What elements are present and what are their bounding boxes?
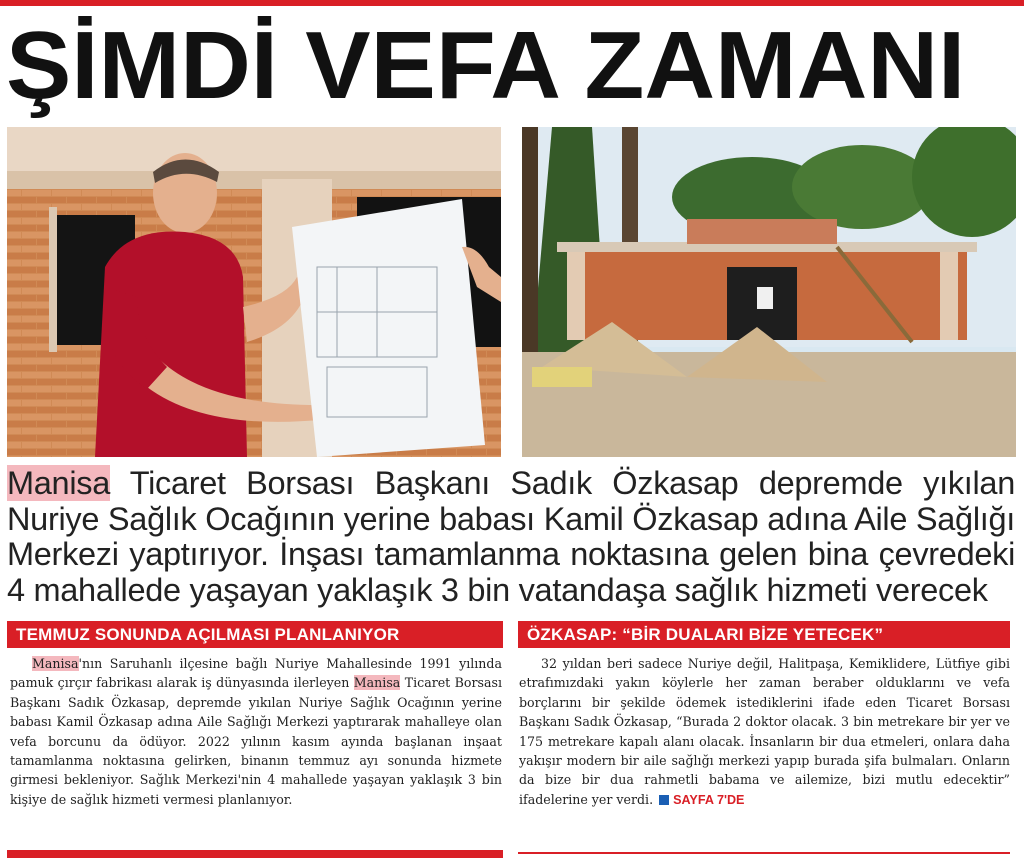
headline: ŞİMDİ VEFA ZAMANI (6, 12, 966, 119)
lead-paragraph (7, 466, 1015, 608)
subheading-right: ÖZKASAP: “BİR DUALARI BİZE YETECEK” (518, 621, 1010, 648)
highlight-manisa-2: Manisa (353, 675, 401, 691)
page-ref-link[interactable]: SAYFA 7'DE (673, 792, 745, 807)
photo-man-with-blueprint (7, 127, 501, 457)
lead-text: Ticaret Borsası Başkanı Sadık Özkasap depremde yıkılan Nuriye Sağlık Ocağının yerine babası Kamil Özkasap adına Aile Sağlığı Merkezi yaptırıyor. İnşası tamamlanma noktasına gelen bina çevredeki 4 mahallede yaşayan yaklaşık 3 bin vatandaşa sağlık hizmeti verecek (7, 465, 1015, 608)
lead-highlight-manisa: Manisa (7, 465, 110, 501)
left-text-2: Ticaret Borsası Başkanı Sadık Özkasap, depremde yıkılan Nuriye Sağlık Ocağının yerine babası Kamil Özkasap adına Aile Sağlığı Merkezi yaptırarak mahalleye olan vefa borcunu da ödüyor. 2022 yılının kasım ayında başlanan inşaat tamamlanma noktasına gelirken, binanın temmuz ayı sonunda hizmete girmesi bekleniyor. Sağlık Merkezi'nin 4 mahallede yaşayan yaklaşık 3 bin kişiye de sağlık hizmeti vermesi planlanıyor. (10, 675, 502, 807)
right-text: 32 yıldan beri sadece Nuriye değil, Halitpaşa, Kemiklidere, Lütfiye gibi etrafımızdaki yakın köylerle her zaman beraber olduklarını ve vefa borçlarını bir şekilde ödemek istediklerini ifade eden Ticaret Borsası Başkanı Sadık Özkasap, “Burada 2 doktor olacak. 3 bin metrekare bir yer ve 175 metrekare kapalı alanı olacak. İnsanların bir dua etmeleri, onlara daha yakışır modern bir aile sağlığı merkezi yapıp burada şifa bulmaları. Onların da bize bir dua rahmetli babama ve ailemize, bizi mutlu edecektir” ifadelerine yer verdi. (519, 656, 1010, 807)
bottom-rule-right (518, 852, 1010, 854)
subheading-left: TEMMUZ SONUNDA AÇILMASI PLANLANIYOR (7, 621, 503, 648)
page-ref-square-icon (659, 795, 669, 805)
article-column-left (10, 654, 502, 809)
highlight-manisa-1: Manisa (32, 656, 79, 671)
top-rule (0, 0, 1024, 6)
left-text-1: 'nın Saruhanlı ilçesine bağlı Nuriye Mahallesinde 1991 yılında pamuk çırçır fabrikası alarak iş dünyasında ilerleyen (10, 656, 502, 691)
article-column-right (519, 654, 1010, 810)
photo-health-center-construction (522, 127, 1016, 457)
bottom-rule-left (7, 850, 503, 858)
